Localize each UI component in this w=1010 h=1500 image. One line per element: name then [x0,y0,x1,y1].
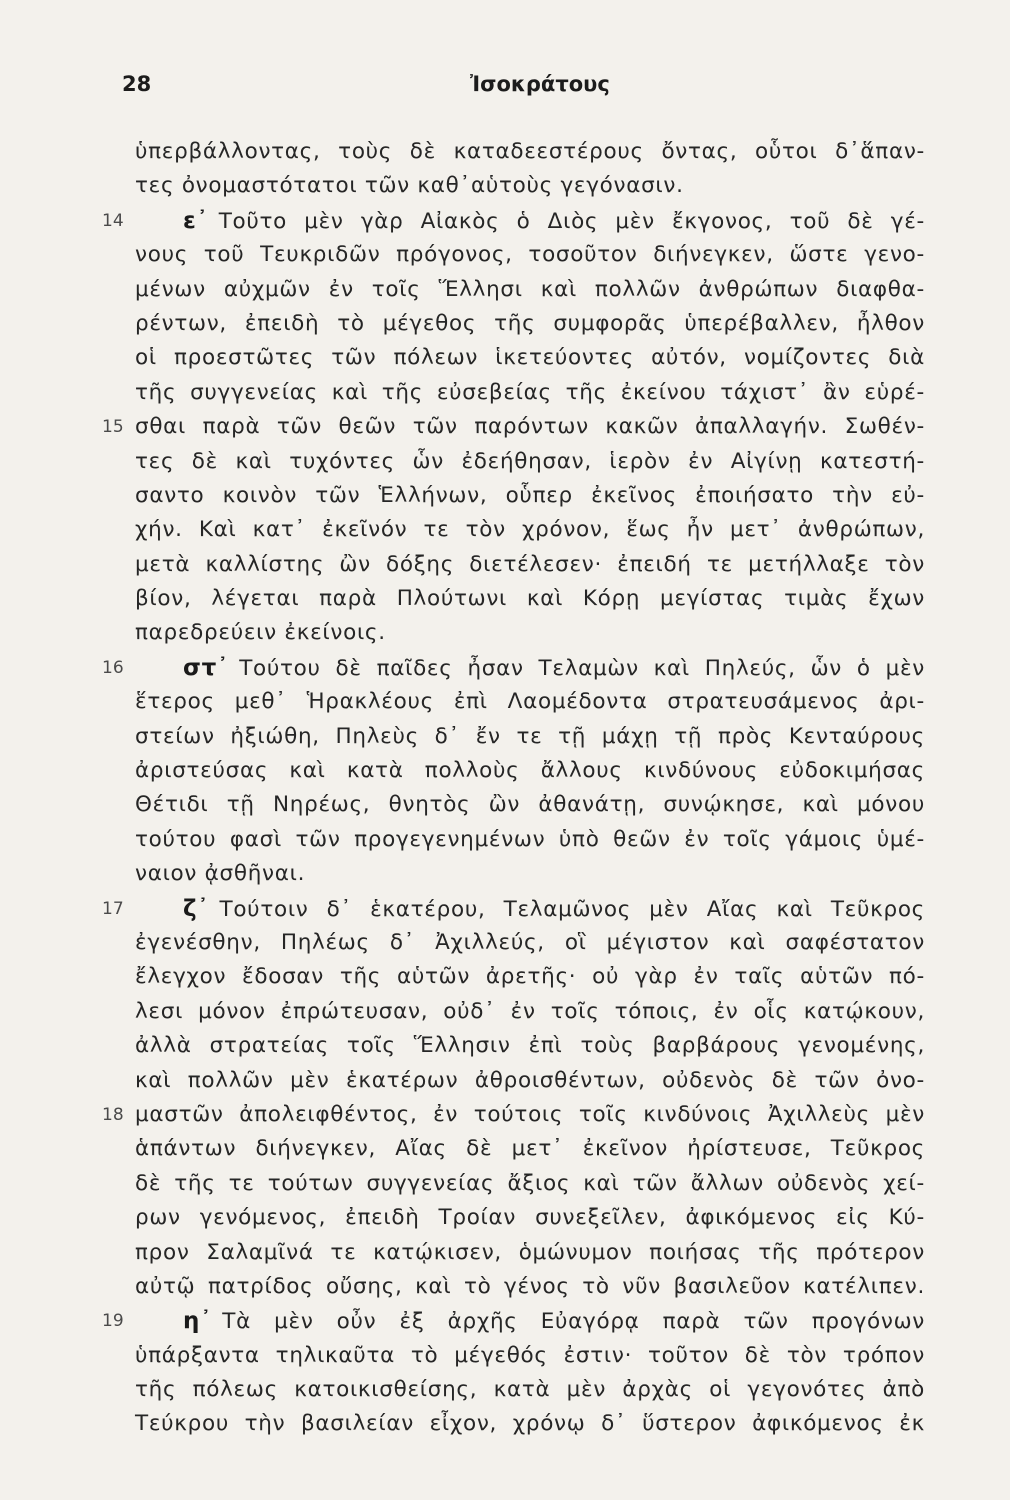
line-text: τες ὀνομαστότατοι τῶν καθ᾽αὑτοὺς γεγόνασιν. [135,173,684,199]
margin-line-number: 19 [102,1311,124,1332]
line-text: μαστῶν ἀπολειφθέντος, ἐν τούτοις τοῖς κινδύνοις Ἀχιλλεὺς μὲν [135,1101,925,1127]
text-line [135,754,925,788]
text-line [135,857,925,891]
line-text: ἁπάντων διήνεγκεν, Αἴας δὲ μετ᾽ ἐκεῖνον ἠρίστευσε, Τεῦκρος [135,1136,925,1162]
line-text: Θέτιδι τῇ Νηρέως, θνητὸς ὢν ἀθανάτῃ, συνῴκησε, καὶ μόνου [135,792,925,818]
text-line [135,273,925,307]
line-text: ἕτερος μεθ᾽ Ἡρακλέους ἐπὶ Λαομέδοντα στρατευσάμενος ἀρι- [135,689,925,715]
line-text: ναιον ᾀσθῆναι. [135,861,306,887]
line-text: σθαι παρὰ τῶν θεῶν τῶν παρόντων κακῶν ἀπαλλαγήν. Σωθέν- [135,414,925,440]
text-line [135,1339,925,1373]
margin-line-number: 17 [102,898,124,919]
text-line [135,1064,925,1098]
line-text: βίον, λέγεται παρὰ Πλούτωνι καὶ Κόρῃ μεγίστας τιμὰς ἔχων [135,586,925,612]
text-line [135,445,925,479]
margin-line-number: 18 [102,1104,124,1125]
text-block [102,135,925,1442]
line-text: τῆς συγγενείας καὶ τῆς εὐσεβείας τῆς ἐκείνου τάχιστ᾽ ἂν εὑρέ- [135,379,925,405]
text-line [135,1236,925,1270]
margin-line-number: 16 [102,657,124,678]
text-line [102,892,925,926]
text-line [135,1373,925,1407]
text-line [135,548,925,582]
line-text: ρων γενόμενος, ἐπειδὴ Τροίαν συνεξεῖλεν, ἀφικόμενος εἰς Κύ- [135,1205,925,1231]
text-line [135,1132,925,1166]
line-text: ἐγενέσθην, Πηλέως δ᾽ Ἀχιλλεύς, οἳ μέγιστον καὶ σαφέστατον [135,929,925,955]
line-text: χήν. Καὶ κατ᾽ ἐκεῖνόν τε τὸν χρόνον, ἕως ἦν μετ᾽ ἀνθρώπων, [135,517,925,543]
text-line [135,616,925,650]
text-line [135,307,925,341]
text-line [102,204,925,238]
line-text: νους τοῦ Τευκριδῶν πρόγονος, τοσοῦτον διήνεγκεν, ὥστε γενο- [135,242,925,268]
margin-line-number: 14 [102,210,124,231]
line-text: Τοῦτο μὲν γὰρ Αἰακὸς ὁ Διὸς μὲν ἔκγονος, τοῦ δὲ γέ- [218,208,925,234]
line-text: ἀλλὰ στρατείας τοῖς Ἕλλησιν ἐπὶ τοὺς βαρβάρους γενομένης, [135,1033,925,1059]
line-text: ρέντων, ἐπειδὴ τὸ μέγεθος τῆς συμφορᾶς ὑπερέβαλλεν, ἦλθον [135,310,925,336]
line-text: αὐτῷ πατρίδος οὔσης, καὶ τὸ γένος τὸ νῦν βασιλεῦον κατέλιπεν. [135,1273,925,1299]
text-line [135,685,925,719]
text-line [135,1270,925,1304]
text-line [135,341,925,375]
section-marker: ε᾽ [183,207,209,234]
line-text: Τούτου δὲ παῖδες ἦσαν Τελαμὼν καὶ Πηλεύς, ὧν ὁ μὲν [239,655,925,681]
line-text: Τούτοιν δ᾽ ἑκατέρου, Τελαμῶνος μὲν Αἴας καὶ Τεῦκρος [219,896,925,922]
text-line [135,1167,925,1201]
text-line [102,1304,925,1338]
section-marker: στ᾽ [183,654,230,681]
text-line [135,995,925,1029]
line-text: ὑπάρξαντα τηλικαῦτα τὸ μέγεθός ἐστιν· τοῦτον δὲ τὸν τρόπον [135,1342,925,1368]
section-marker: η᾽ [183,1308,213,1335]
line-text: μένων αὐχμῶν ἐν τοῖς Ἕλλησι καὶ πολλῶν ἀνθρώπων διαφθα- [135,276,925,302]
text-line [135,823,925,857]
page-number: 28 [122,72,152,96]
text-line [135,376,925,410]
text-line [102,1098,925,1132]
text-line [135,238,925,272]
line-text: λεσι μόνον ἐπρώτευσαν, οὐδ᾽ ἐν τοῖς τόποις, ἐν οἷς κατῴκουν, [135,998,925,1024]
margin-line-number: 15 [102,417,124,438]
line-text: προν Σαλαμῖνά τε κατῴκισεν, ὁμώνυμον ποιήσας τῆς πρότερον [135,1239,925,1265]
line-text: τούτου φασὶ τῶν προγεγενημένων ὑπὸ θεῶν ἐν τοῖς γάμοις ὑμέ- [135,826,925,852]
line-text: τες δὲ καὶ τυχόντες ὧν ἐδεήθησαν, ἱερὸν ἐν Αἰγίνῃ κατεστή- [135,448,925,474]
text-line [135,169,925,203]
text-line [102,651,925,685]
line-text: ἀριστεύσας καὶ κατὰ πολλοὺς ἄλλους κινδύνους εὐδοκιμήσας [135,758,925,784]
text-line [135,720,925,754]
line-text: ἔλεγχον ἔδοσαν τῆς αὑτῶν ἀρετῆς· οὐ γὰρ ἐν ταῖς αὑτῶν πό- [135,964,925,990]
line-text: στείων ἠξιώθη, Πηλεὺς δ᾽ ἔν τε τῇ μάχῃ τῇ πρὸς Κενταύρους [135,723,925,749]
text-line [135,1201,925,1235]
text-line [135,788,925,822]
text-line [135,582,925,616]
text-line [135,960,925,994]
line-text: ὑπερβάλλοντας, τοὺς δὲ καταδεεστέρους ὄντας, οὗτοι δ᾽ἅπαν- [135,139,925,164]
line-text: Τὰ μὲν οὖν ἐξ ἀρχῆς Εὐαγόρᾳ παρὰ τῶν προγόνων [222,1309,925,1335]
line-text: μετὰ καλλίστης ὢν δόξης διετέλεσεν· ἐπειδή τε μετήλλαξε τὸν [135,551,925,577]
line-text: παρεδρεύειν ἐκείνοις. [135,620,386,646]
text-line [135,135,925,169]
line-text: δὲ τῆς τε τούτων συγγενείας ἄξιος καὶ τῶν ἄλλων οὐδενὸς χεί- [135,1170,925,1196]
text-line [135,1407,925,1441]
line-text: οἱ προεστῶτες τῶν πόλεων ἱκετεύοντες αὐτόν, νομίζοντες διὰ [135,345,925,371]
text-line [135,1029,925,1063]
line-text: τῆς πόλεως κατοικισθείσης, κατὰ μὲν ἀρχὰς οἱ γεγονότες ἀπὸ [135,1377,925,1403]
running-title: Ἰσοκράτους [470,72,610,96]
line-text: σαντο κοινὸν τῶν Ἑλλήνων, οὗπερ ἐκεῖνος ἐποιήσατο τὴν εὐ- [135,482,925,508]
text-line [135,479,925,513]
line-text: καὶ πολλῶν μὲν ἑκατέρων ἀθροισθέντων, οὐδενὸς δὲ τῶν ὀνο- [135,1067,925,1093]
section-marker: ζ᾽ [183,895,210,922]
text-line [135,513,925,547]
text-line [102,410,925,444]
page-header [0,72,1010,106]
text-line [135,926,925,960]
line-text: Τεύκρου τὴν βασιλείαν εἶχον, χρόνῳ δ᾽ ὕστερον ἀφικόμενος ἐκ [135,1411,925,1437]
